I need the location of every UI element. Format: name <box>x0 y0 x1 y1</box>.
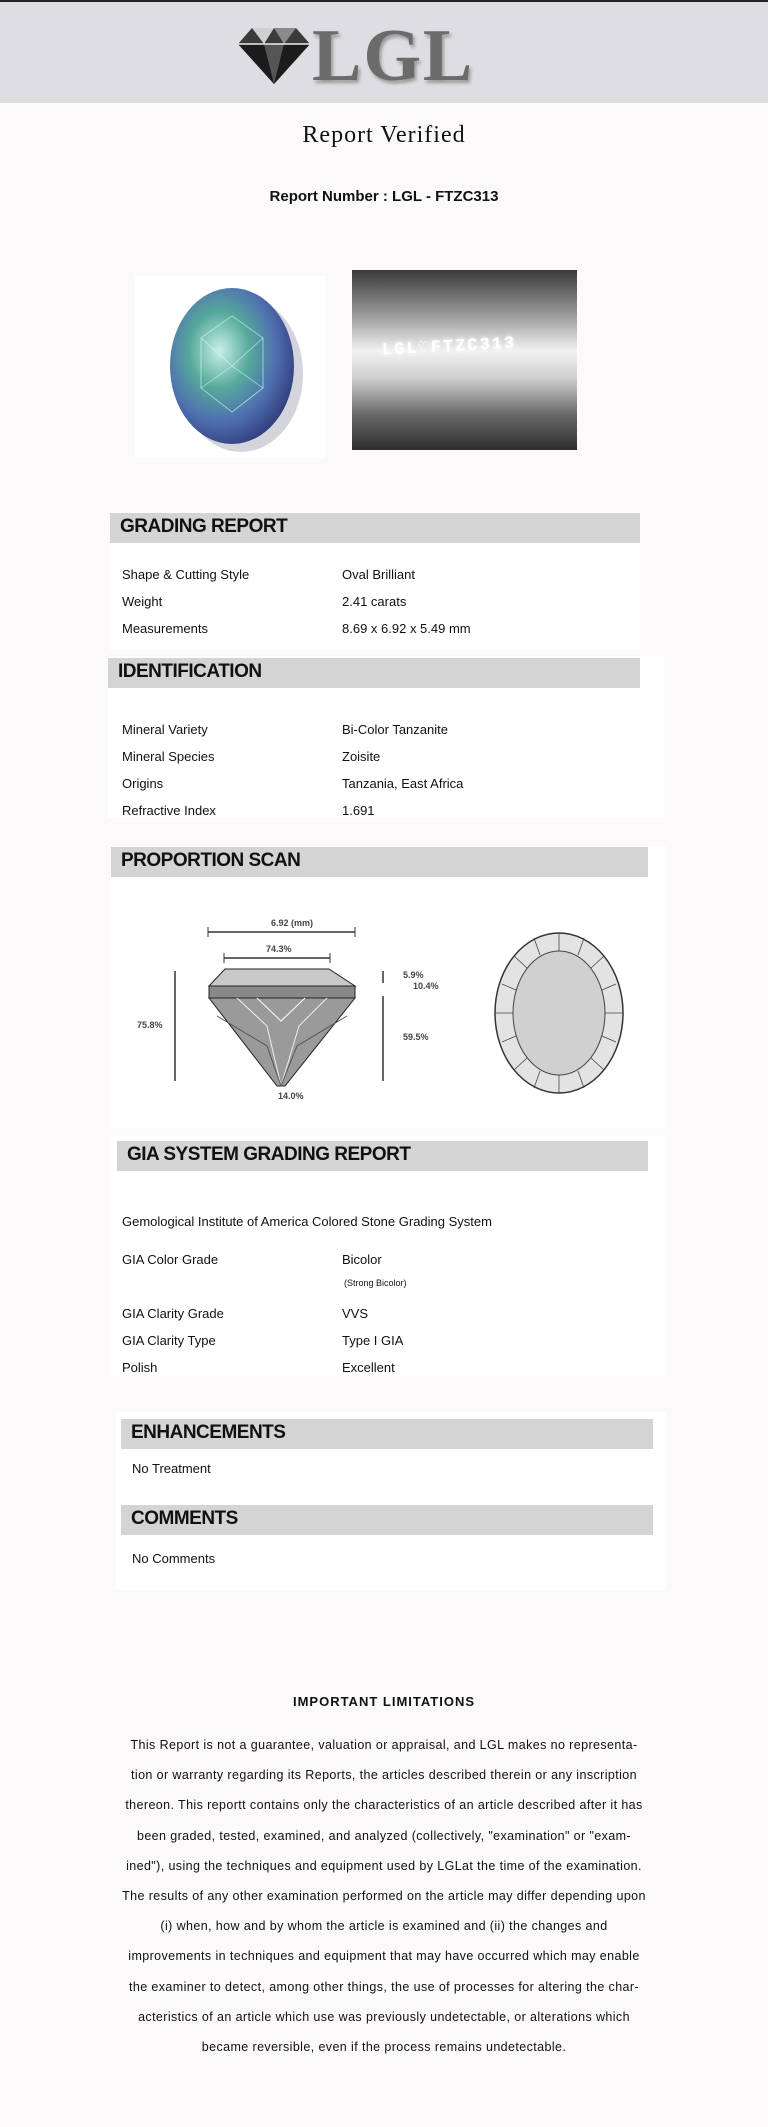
proportion-scan-title: PROPORTION SCAN <box>121 850 301 871</box>
row-value: 8.69 x 6.92 x 5.49 mm <box>342 621 471 636</box>
enhancements-header <box>121 1419 653 1449</box>
row-subvalue: (Strong Bicolor) <box>344 1278 407 1288</box>
side-profile-diagram <box>117 906 451 1119</box>
header-banner <box>0 2 768 103</box>
gemstone-photo <box>135 276 325 458</box>
row-label: Origins <box>122 776 164 791</box>
total-depth-label: 75.8% <box>137 1020 163 1030</box>
row-value: Bi-Color Tanzanite <box>342 722 448 737</box>
crown-label: 5.9% <box>403 970 424 980</box>
row-value: Bicolor <box>342 1252 382 1267</box>
row-label: GIA Clarity Type <box>122 1333 216 1348</box>
table-label: 74.3% <box>266 944 292 954</box>
row-value: 1.691 <box>342 803 375 818</box>
system-name-text: Gemological Institute of America Colored Stone Grading System <box>122 1214 492 1229</box>
row-label: GIA Color Grade <box>122 1252 219 1267</box>
enhancements-value: No Treatment <box>132 1461 211 1476</box>
row-label: Mineral Variety <box>122 722 208 737</box>
row-label: Polish <box>122 1360 158 1375</box>
limitations-text: This Report is not a guarantee, valuation or appraisal, and LGL makes no representa-tion or warranty regarding its Reports, the articles described therein or any inscription thereon. This reportt contains only the characteristics of an article described after it has been graded, tested, examined, and analyzed (collectively, "examination" or "exam-ined"), using the techniques and equipment used by LGLat the time of the examination. The results of any other examination performed on the article may differ depending upon (i) when, how and by whom the article is examined and (ii) the changes and improvements in techniques and equipment that may have occurred which may enable the examiner to detect, among other things, the use of processes for altering the char-acteristics of an article which use was previously undetectable, or alterations which became reversible, even if the process remains undetectable. <box>122 1738 646 2055</box>
row-value: VVS <box>342 1306 369 1321</box>
row-label: GIA Clarity Grade <box>122 1306 224 1321</box>
inscription-text: LGL♡FTZC313 <box>381 334 517 361</box>
girdle-label: 10.4% <box>413 981 439 991</box>
limitations-title: IMPORTANT LIMITATIONS <box>292 1694 476 1709</box>
comments-header <box>121 1505 653 1535</box>
row-value: Zoisite <box>342 749 381 764</box>
row-value: Excellent <box>342 1360 395 1375</box>
identification-title: IDENTIFICATION <box>118 661 262 682</box>
pavilion-label: 59.5% <box>403 1032 429 1042</box>
girdle-inscription-photo <box>352 270 577 450</box>
proportion-scan-header <box>111 847 648 877</box>
row-label: Refractive Index <box>122 803 216 818</box>
enhancements-title: ENHANCEMENTS <box>131 1422 286 1443</box>
width-label: 6.92 (mm) <box>271 918 314 928</box>
comments-title: COMMENTS <box>131 1508 238 1529</box>
grading-report-title: GRADING REPORT <box>120 516 288 537</box>
lgl-logo[interactable] <box>232 16 494 96</box>
identification-header <box>108 658 640 688</box>
culet-label: 14.0% <box>278 1091 304 1101</box>
gia-header <box>117 1141 648 1171</box>
grading-report-header <box>110 513 640 543</box>
row-label: Mineral Species <box>122 749 215 764</box>
row-label: Shape & Cutting Style <box>122 567 250 582</box>
row-label: Measurements <box>122 621 208 636</box>
gia-title: GIA SYSTEM GRADING REPORT <box>127 1144 411 1165</box>
row-value: Type I GIA <box>342 1333 404 1348</box>
row-value: Tanzania, East Africa <box>342 776 464 791</box>
top-view-diagram <box>474 906 644 1119</box>
page-title: Report Verified <box>302 122 466 148</box>
row-label: Weight <box>122 594 163 609</box>
row-value: 2.41 carats <box>342 594 407 609</box>
row-value: Oval Brilliant <box>342 567 415 582</box>
comments-value: No Comments <box>132 1551 216 1566</box>
report-number: Report Number : LGL - FTZC313 <box>269 188 499 205</box>
diamond-icon <box>234 22 314 88</box>
logo-text: LGL <box>312 15 475 97</box>
